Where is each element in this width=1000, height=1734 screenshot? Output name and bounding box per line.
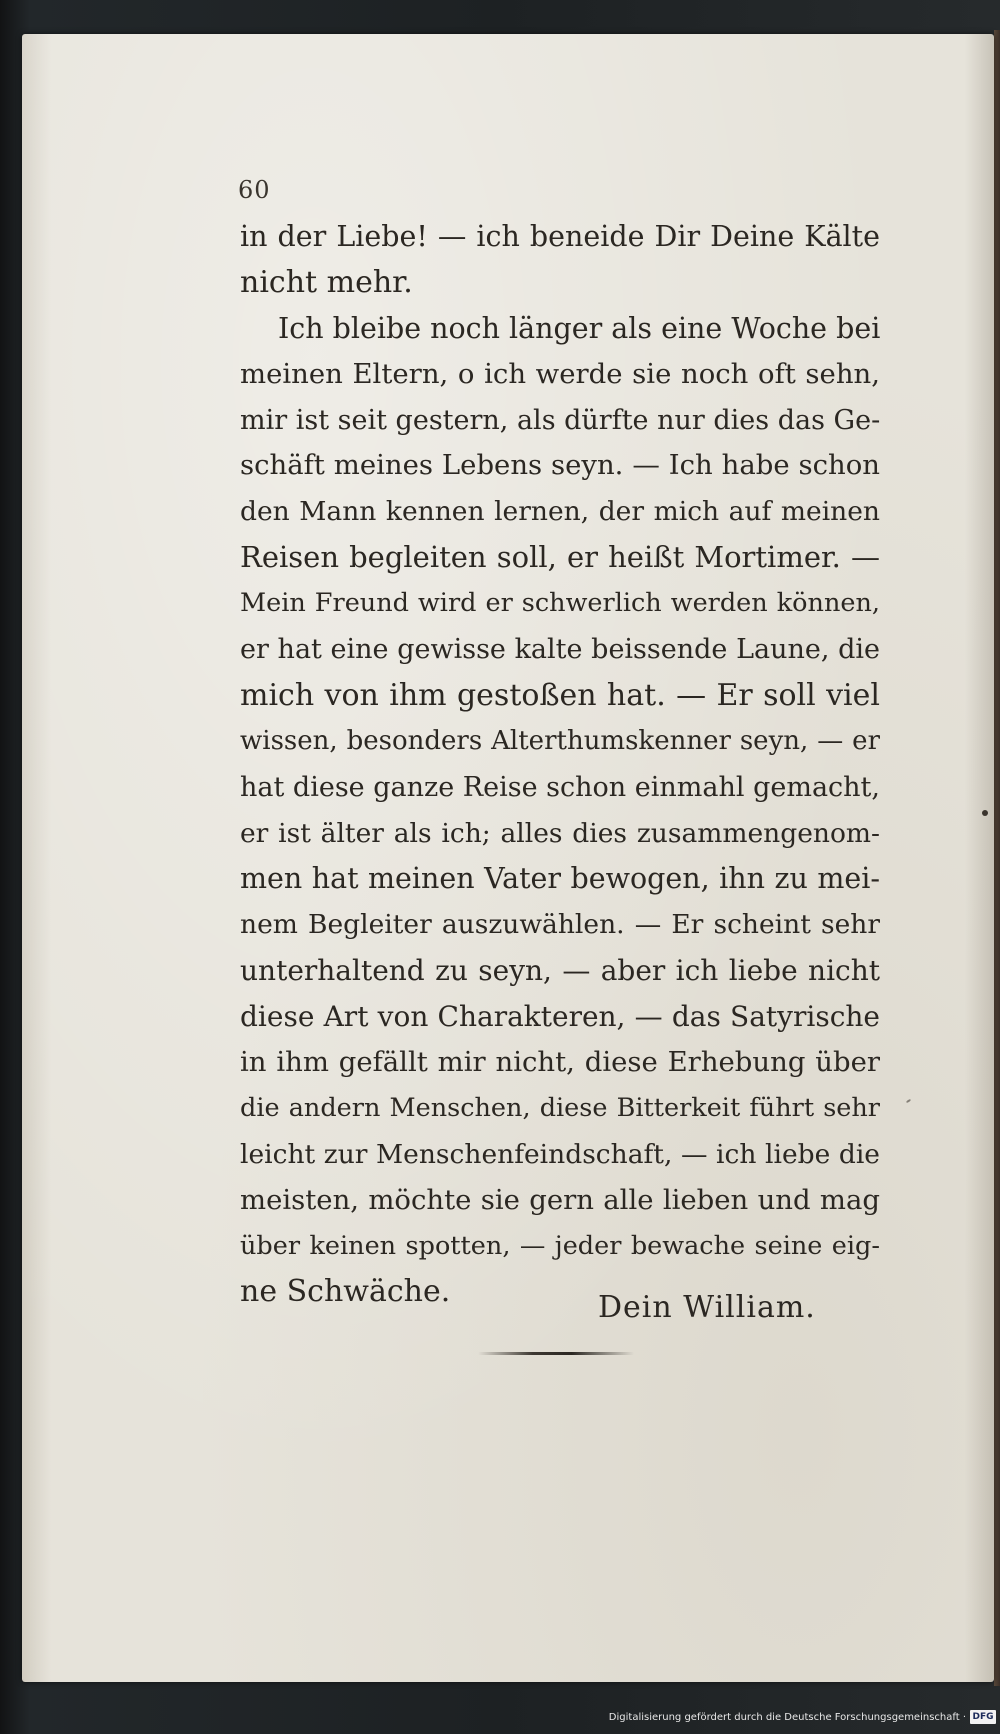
text-line: men hat meinen Vater bewogen, ihn zu mei- [240, 862, 880, 896]
dfg-logo: DFG [970, 1710, 996, 1724]
text-line: er hat eine gewisse kalte beissende Laune, die [240, 634, 880, 666]
digitization-credit: Digitalisierung gefördert durch die Deutsche Forschungsgemeinschaft · [608, 1712, 966, 1723]
letter-signature: Dein William. [598, 1290, 816, 1325]
page-speck [982, 810, 988, 816]
text-line: über keinen spotten, — jeder bewache seine eig- [240, 1230, 880, 1261]
body-text [240, 214, 880, 1315]
text-line: Ich bleibe noch länger als eine Woche bei [278, 311, 880, 345]
text-line: schäft meines Lebens seyn. — Ich habe schon [240, 449, 880, 482]
text-line: in ihm gefällt mir nicht, diese Erhebung über [240, 1046, 880, 1079]
text-line: wissen, besonders Alterthumskenner seyn, — er [240, 725, 880, 756]
text-line: diese Art von Charakteren, — das Satyrische [240, 1000, 880, 1034]
text-line: er ist älter als ich; alles dies zusammengenom- [240, 817, 880, 849]
text-line: Reisen begleiten soll, er heißt Mortimer. — [240, 540, 880, 575]
text-line: hat diese ganze Reise schon einmahl gemacht, [240, 771, 880, 803]
text-line: nicht mehr. [240, 264, 413, 300]
text-line: unterhaltend zu seyn, — aber ich liebe nicht [240, 954, 880, 988]
book-page-edge [994, 30, 1000, 1686]
text-line: ne Schwäche. [240, 1274, 451, 1310]
text-line: nem Begleiter auszuwählen. — Er scheint sehr [240, 909, 880, 941]
text-line: mir ist seit gestern, als dürfte nur dies das Ge- [240, 404, 880, 436]
page-number: 60 [238, 176, 271, 204]
text-line: meisten, möchte sie gern alle lieben und mag [240, 1183, 880, 1216]
text-line: in der Liebe! — ich beneide Dir Deine Kälte [240, 220, 880, 253]
text-line: Mein Freund wird er schwerlich werden können, [240, 588, 880, 619]
text-line: den Mann kennen lernen, der mich auf meinen [240, 496, 880, 528]
text-line: leicht zur Menschenfeindschaft, — ich liebe die [240, 1138, 880, 1170]
text-line: meinen Eltern, o ich werde sie noch oft sehn, [240, 357, 880, 390]
text-line: mich von ihm gestoßen hat. — Er soll viel [240, 677, 880, 713]
text-line: die andern Menschen, diese Bitterkeit führt sehr [240, 1092, 880, 1123]
end-ornament-rule [478, 1352, 634, 1355]
